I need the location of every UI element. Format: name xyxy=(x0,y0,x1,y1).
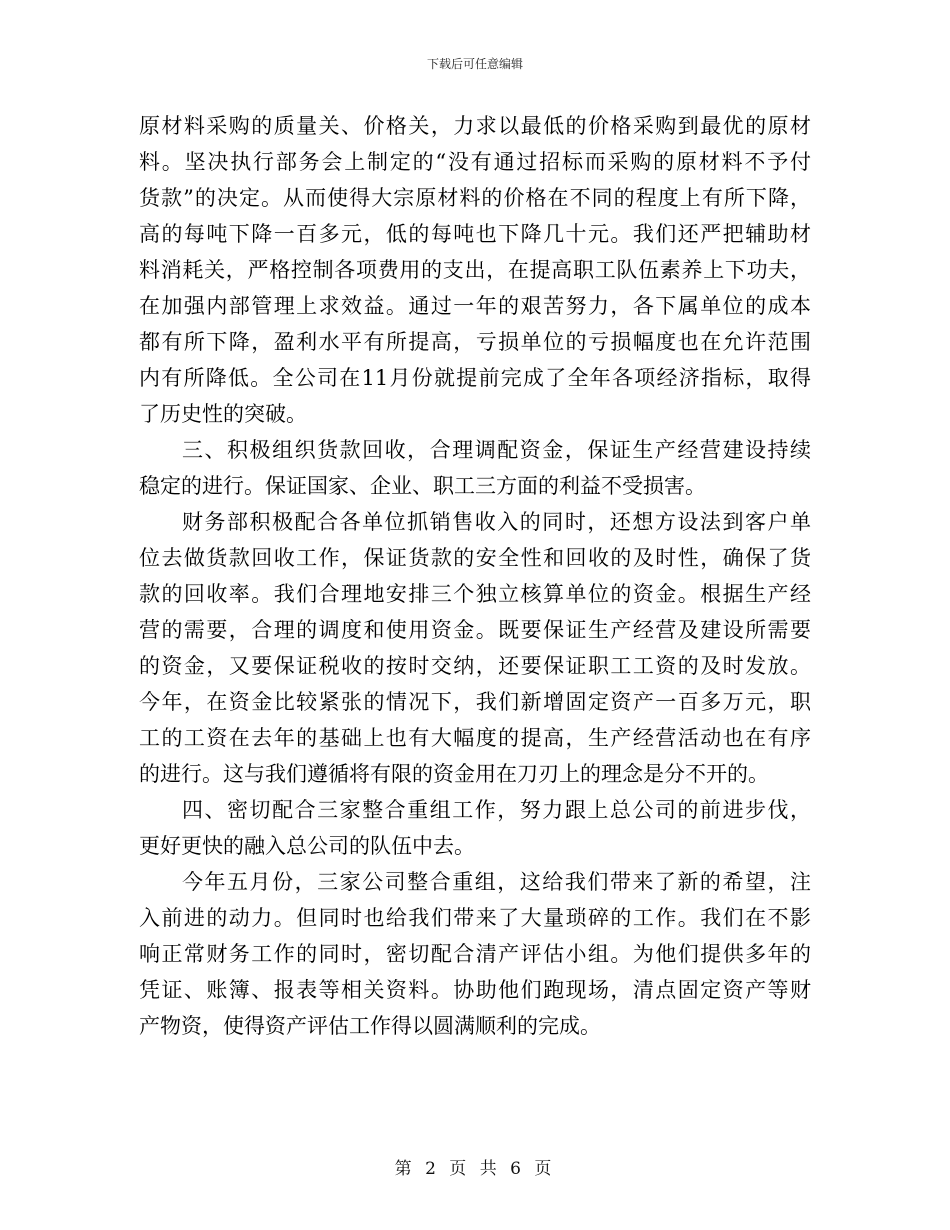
text-line: 入前进的动力。但同时也给我们带来了大量琐碎的工作。我们在不影 xyxy=(139,906,811,930)
text-line: 稳定的进行。保证国家、企业、职工三方面的利益不受损害。 xyxy=(139,474,706,498)
text-line: 料消耗关，严格控制各项费用的支出，在提高职工队伍素养上下功夫， xyxy=(139,258,811,282)
text-line: 营的需要，合理的调度和使用资金。既要保证生产经营及建设所需要 xyxy=(139,618,811,642)
text-line: 今年，在资金比较紧张的情况下，我们新增固定资产一百多万元，职 xyxy=(139,690,811,714)
text-line: 都有所下降，盈利水平有所提高，亏损单位的亏损幅度也在允许范围 xyxy=(139,330,811,354)
text-line: 响正常财务工作的同时，密切配合清产评估小组。为他们提供多年的 xyxy=(139,942,811,966)
text-line: 四、密切配合三家整合重组工作，努力跟上总公司的前进步伐， xyxy=(182,798,811,822)
text-line: 原材料采购的质量关、价格关，力求以最低的价格采购到最优的原材 xyxy=(139,114,811,138)
text-line: 更好更快的融入总公司的队伍中去。 xyxy=(139,834,475,858)
text-line: 的资金，又要保证税收的按时交纳，还要保证职工工资的及时发放。 xyxy=(139,654,811,678)
page-footer: 第 2 页 共 6 页 xyxy=(394,1159,556,1179)
text-line: 凭证、账簿、报表等相关资料。协助他们跑现场，清点固定资产等财 xyxy=(139,978,811,1002)
text-line: 了历史性的突破。 xyxy=(139,402,307,426)
text-line: 财务部积极配合各单位抓销售收入的同时，还想方设法到客户单 xyxy=(182,510,811,534)
text-line: 今年五月份，三家公司整合重组，这给我们带来了新的希望，注 xyxy=(182,870,811,894)
document-body xyxy=(139,108,811,1044)
text-line: 在加强内部管理上求效益。通过一年的艰苦努力，各下属单位的成本 xyxy=(139,294,811,318)
text-line: 料。坚决执行部务会上制定的“没有通过招标而采购的原材料不予付 xyxy=(139,150,811,174)
text-line: 高的每吨下降一百多元，低的每吨也下降几十元。我们还严把辅助材 xyxy=(139,222,811,246)
text-line: 内有所降低。全公司在11月份就提前完成了全年各项经济指标，取得 xyxy=(139,366,811,390)
text-line: 工的工资在去年的基础上也有大幅度的提高，生产经营活动也在有序 xyxy=(139,726,811,750)
text-line: 的进行。这与我们遵循将有限的资金用在刀刃上的理念是分不开的。 xyxy=(139,762,769,786)
text-line: 货款”的决定。从而使得大宗原材料的价格在不同的程度上有所下降， xyxy=(139,186,811,210)
text-line: 位去做货款回收工作，保证货款的安全性和回收的及时性，确保了货 xyxy=(139,546,811,570)
page-header: 下载后可任意编辑 xyxy=(426,57,523,71)
text-line: 款的回收率。我们合理地安排三个独立核算单位的资金。根据生产经 xyxy=(139,582,811,606)
text-line: 产物资，使得资产评估工作得以圆满顺利的完成。 xyxy=(139,1014,601,1038)
text-line: 三、积极组织货款回收，合理调配资金，保证生产经营建设持续 xyxy=(182,438,811,462)
